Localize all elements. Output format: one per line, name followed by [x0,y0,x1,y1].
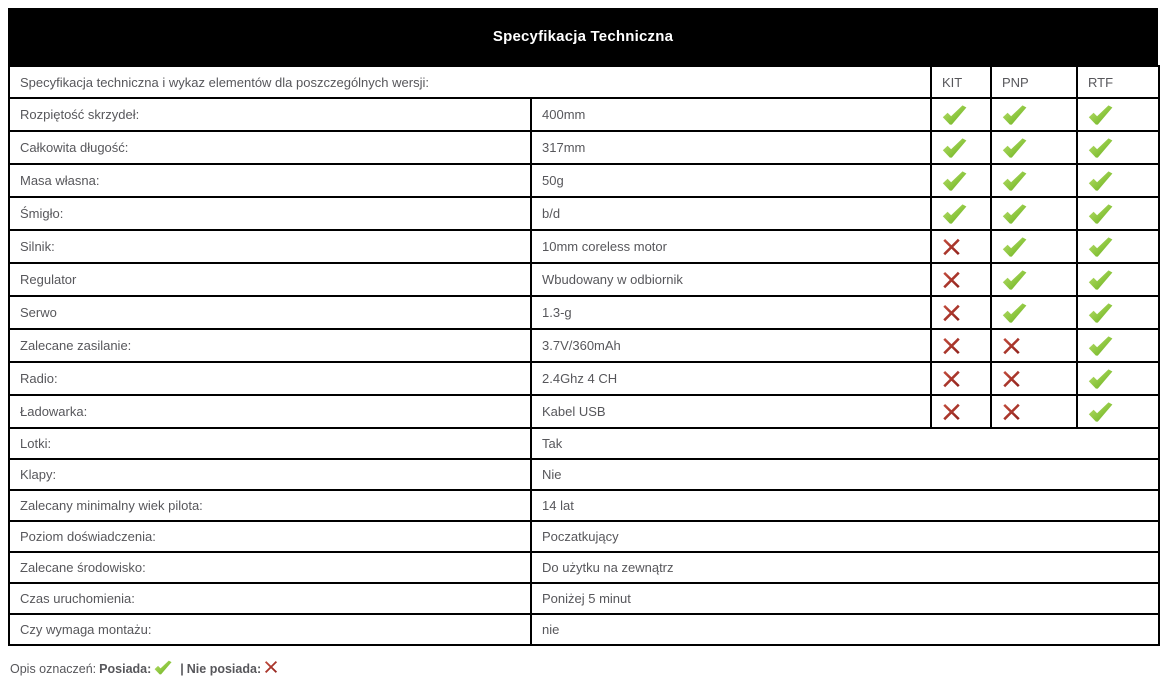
table-row [9,263,1159,296]
spec-value: Tak [531,428,1159,459]
spec-value: 317mm [531,131,931,164]
cross-icon [942,238,980,256]
spec-label: Rozpiętość skrzydeł: [9,98,531,131]
pnp-mark-cell [991,395,1077,428]
legend [10,662,278,676]
spec-table [8,65,1160,646]
spec-value: 10mm coreless motor [531,230,931,263]
check-icon [942,105,980,125]
kit-mark-cell [931,395,991,428]
pnp-mark-cell [991,329,1077,362]
table-row [9,329,1159,362]
table-row [9,164,1159,197]
table-header-row [9,66,1159,98]
kit-mark-cell [931,197,991,230]
spec-label: Masa własna: [9,164,531,197]
cross-icon [942,370,980,388]
column-header-kit: KIT [931,66,991,98]
check-icon [1088,204,1148,224]
kit-mark-cell [931,131,991,164]
table-row [9,521,1159,552]
pnp-mark-cell [991,98,1077,131]
spec-label: Całkowita długość: [9,131,531,164]
table-row [9,98,1159,131]
table-row [9,131,1159,164]
spec-label: Czy wymaga montażu: [9,614,531,645]
rtf-mark-cell [1077,164,1159,197]
kit-mark-cell [931,263,991,296]
check-icon [1088,336,1148,356]
spec-label: Poziom doświadczenia: [9,521,531,552]
spec-value: Wbudowany w odbiornik [531,263,931,296]
check-icon [942,204,980,224]
check-icon [1088,171,1148,191]
spec-value: Nie [531,459,1159,490]
cross-icon [942,403,980,421]
table-row [9,583,1159,614]
rtf-mark-cell [1077,230,1159,263]
spec-label: Zalecane zasilanie: [9,329,531,362]
rtf-mark-cell [1077,197,1159,230]
check-icon [1088,402,1148,422]
spec-value: 14 lat [531,490,1159,521]
check-icon [1088,270,1148,290]
table-row [9,428,1159,459]
spec-value: 1.3-g [531,296,931,329]
check-icon [1088,369,1148,389]
spec-value: Poniżej 5 minut [531,583,1159,614]
kit-mark-cell [931,329,991,362]
section-title: Specyfikacja Techniczna [492,28,674,45]
table-row [9,395,1159,428]
kit-mark-cell [931,98,991,131]
spec-label: Ładowarka: [9,395,531,428]
cross-icon [264,664,278,674]
spec-label: Zalecany minimalny wiek pilota: [9,490,531,521]
pnp-mark-cell [991,197,1077,230]
spec-value: 50g [531,164,931,197]
check-icon [1088,138,1148,158]
rtf-mark-cell [1077,98,1159,131]
spec-label: Silnik: [9,230,531,263]
pnp-mark-cell [991,296,1077,329]
cross-icon [942,304,980,322]
pnp-mark-cell [991,230,1077,263]
column-header-pnp: PNP [991,66,1077,98]
kit-mark-cell [931,362,991,395]
check-icon [942,138,980,158]
rtf-mark-cell [1077,329,1159,362]
spec-label: Śmigło: [9,197,531,230]
spec-label: Radio: [9,362,531,395]
cross-icon [942,271,980,289]
check-icon [1088,105,1148,125]
rtf-mark-cell [1077,263,1159,296]
spec-value: 2.4Ghz 4 CH [531,362,931,395]
table-row [9,459,1159,490]
spec-value: 400mm [531,98,931,131]
table-row [9,490,1159,521]
pnp-mark-cell [991,164,1077,197]
spec-label: Serwo [9,296,531,329]
cross-icon [1002,370,1066,388]
spec-value: Kabel USB [531,395,931,428]
legend-separator: | [180,662,184,676]
check-icon [1002,237,1066,257]
section-title-bar [8,8,1158,65]
spec-value: 3.7V/360mAh [531,329,931,362]
check-icon [1088,237,1148,257]
check-icon [942,171,980,191]
check-icon [1002,138,1066,158]
cross-icon [1002,403,1066,421]
table-row [9,362,1159,395]
kit-mark-cell [931,230,991,263]
cross-icon [1002,337,1066,355]
spec-label: Klapy: [9,459,531,490]
spec-table-body [9,98,1159,645]
legend-not-has-label: Nie posiada: [186,662,262,676]
spec-label: Zalecane środowisko: [9,552,531,583]
check-icon [1002,270,1066,290]
spec-label: Regulator [9,263,531,296]
spec-section [8,8,1158,646]
pnp-mark-cell [991,362,1077,395]
pnp-mark-cell [991,263,1077,296]
pnp-mark-cell [991,131,1077,164]
spec-value: Do użytku na zewnątrz [531,552,1159,583]
table-row [9,552,1159,583]
check-icon [1002,105,1066,125]
spec-label: Czas uruchomienia: [9,583,531,614]
cross-icon [942,337,980,355]
spec-value: Poczatkujący [531,521,1159,552]
rtf-mark-cell [1077,296,1159,329]
table-row [9,230,1159,263]
legend-prefix: Opis oznaczeń: [10,662,97,676]
rtf-mark-cell [1077,131,1159,164]
spec-label: Lotki: [9,428,531,459]
check-icon [154,664,172,675]
table-row [9,197,1159,230]
kit-mark-cell [931,296,991,329]
check-icon [1002,303,1066,323]
table-row [9,614,1159,645]
check-icon [1002,171,1066,191]
kit-mark-cell [931,164,991,197]
check-icon [1002,204,1066,224]
legend-has-label: Posiada: [99,662,152,676]
column-header-rtf: RTF [1077,66,1159,98]
check-icon [1088,303,1148,323]
rtf-mark-cell [1077,362,1159,395]
table-row [9,296,1159,329]
spec-value: b/d [531,197,931,230]
rtf-mark-cell [1077,395,1159,428]
spec-value: nie [531,614,1159,645]
table-header-label: Specyfikacja techniczna i wykaz elementów dla poszczególnych wersji: [9,66,931,98]
